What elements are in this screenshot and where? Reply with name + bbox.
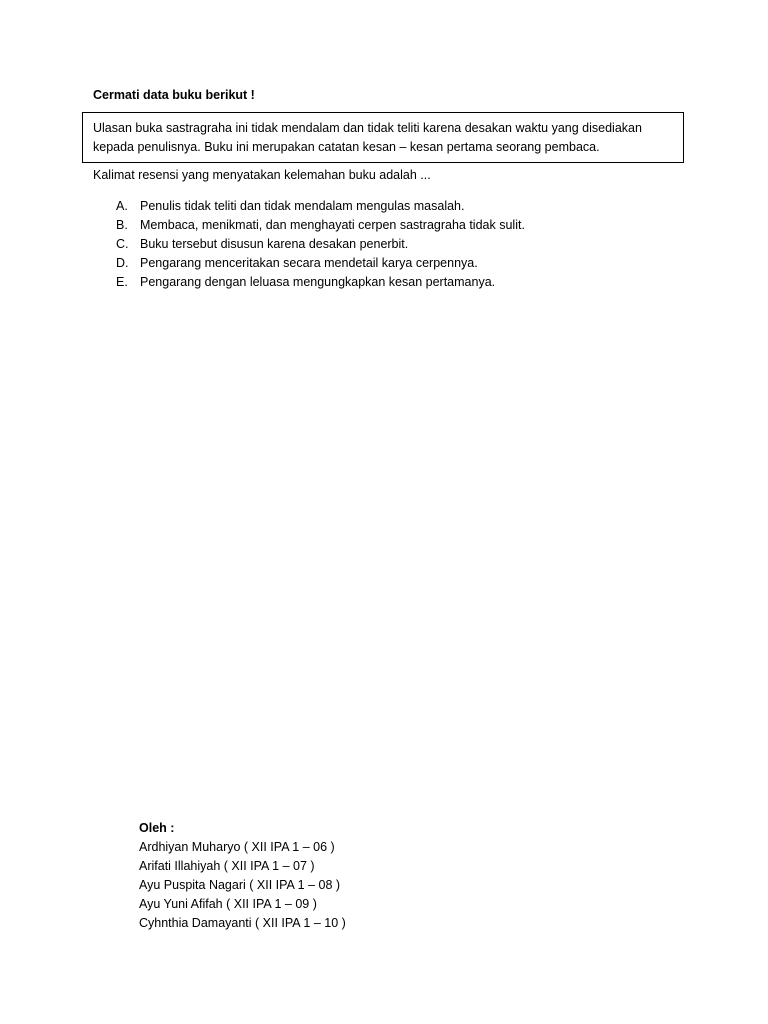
passage-box [82,112,684,163]
author-name-1: Ardhiyan Muharyo ( XII IPA 1 – 06 ) [139,840,335,854]
author-name-2: Arifati Illahiyah ( XII IPA 1 – 07 ) [139,859,315,873]
document-heading: Cermati data buku berikut ! [93,88,255,102]
author-name-3: Ayu Puspita Nagari ( XII IPA 1 – 08 ) [139,878,341,892]
option-a-text: Penulis tidak teliti dan tidak mendalam mengulas masalah. [140,199,465,213]
answer-options [116,197,525,292]
option-e-letter: E. [116,275,128,289]
option-b-letter: B. [116,218,128,232]
option-a-letter: A. [116,199,128,213]
option-c-letter: C. [116,237,129,251]
author-name-4: Ayu Yuni Afifah ( XII IPA 1 – 09 ) [139,897,317,911]
author-name-5: Cyhnthia Damayanti ( XII IPA 1 – 10 ) [139,916,346,930]
option-c [116,235,525,254]
option-d [116,254,525,273]
authors-title: Oleh : [139,821,175,835]
question-text: Kalimat resensi yang menyatakan kelemahan buku adalah ... [93,168,431,182]
authors-block [139,819,346,933]
option-b-text: Membaca, menikmati, dan menghayati cerpen sastragraha tidak sulit. [140,218,525,232]
option-b [116,216,525,235]
option-a [116,197,525,216]
option-c-text: Buku tersebut disusun karena desakan penerbit. [140,237,409,251]
passage-line-1: Ulasan buka sastragraha ini tidak mendalam dan tidak teliti karena desakan waktu yang disediakan [93,121,642,135]
option-d-text: Pengarang menceritakan secara mendetail karya cerpennya. [140,256,478,270]
option-e-text: Pengarang dengan leluasa mengungkapkan kesan pertamanya. [140,275,496,289]
option-e [116,273,525,292]
passage-line-2: kepada penulisnya. Buku ini merupakan catatan kesan – kesan pertama seorang pembaca. [93,140,600,154]
option-d-letter: D. [116,256,129,270]
